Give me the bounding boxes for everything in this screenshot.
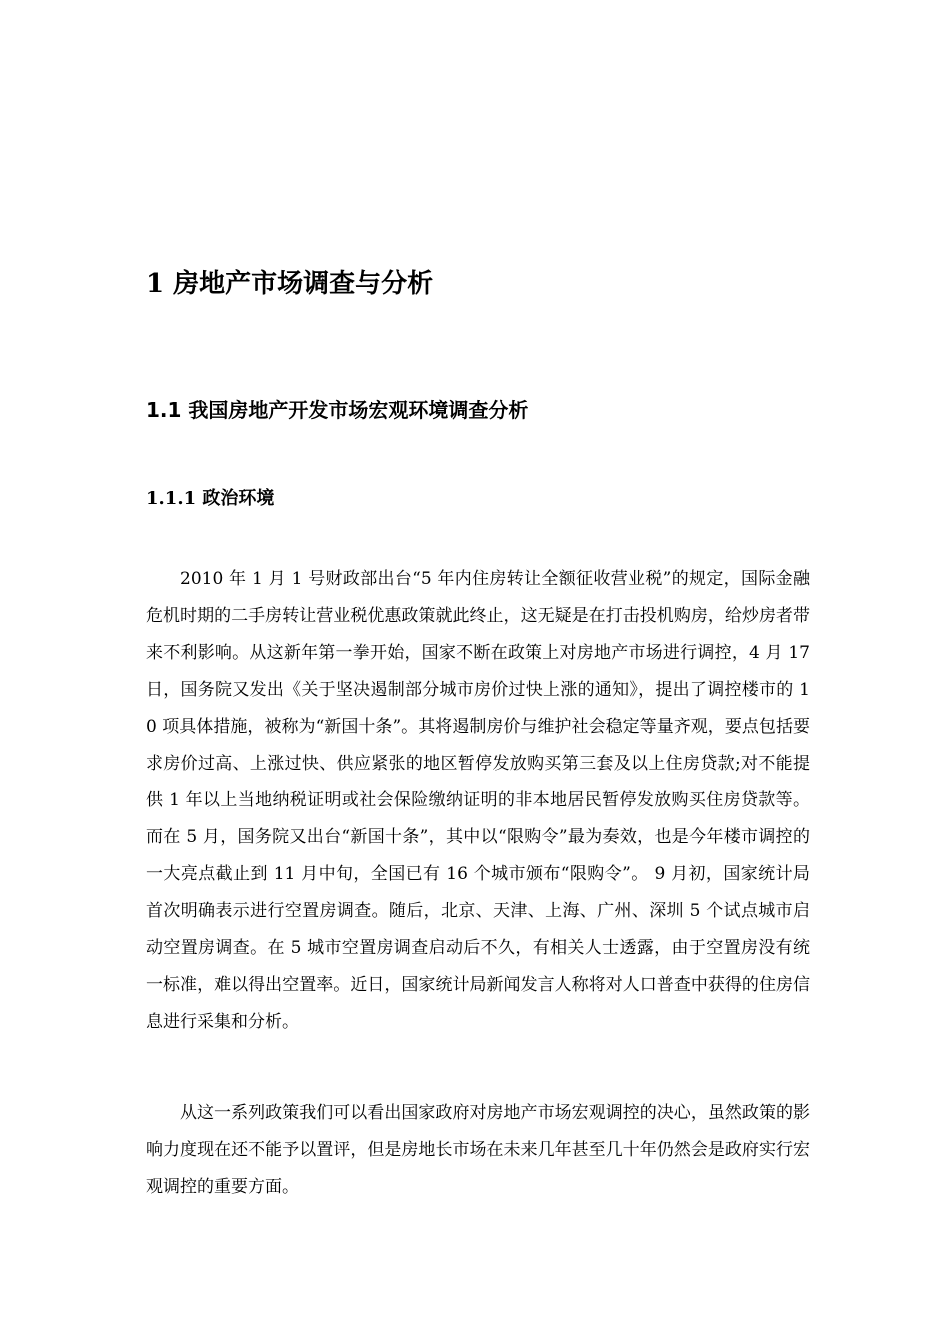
body-paragraph: 2010 年 1 月 1 号财政部出台“5 年内住房转让全额征收营业税”的规定，国际金融危机时期的二手房转让营业税优惠政策就此终止，这无疑是在打击投机购房，给炒房者带来不利影响。从这新年第一拳开始，国家不断在政策上对房地产市场进行调控，4 月 17 日，国务院又发出《关于坚决遏制部分城市房价过快上涨的通知》，提出了调控楼市的 10 项具体措施，被称为“新国十条”。其将遏制房价与维护社会稳定等量齐观，要点包括要求房价过高、上涨过快、供应紧张的地区暂停发放购买第三套及以上住房贷款;对不能提供 1 年以上当地纳税证明或社会保险缴纳证明的非本地居民暂停发放购买住房贷款等。 而在 5 月，国务院又出台“新国十条”，其中以“限购令”最为奏效，也是今年楼市调控的一大亮点截止到 11 月中旬，全国已有 16 个城市颁布“限购令”。 9 月初，国家统计局首次明确表示进行空置房调查。随后，北京、天津、上海、广州、深圳 5 个试点城市启动空置房调查。在 5 城市空置房调查启动后不久，有相关人士透露，由于空置房没有统一标准，难以得出空置率。近日，国家统计局新闻发言人称将对人口普查中获得的住房信息进行采集和分析。: [146, 569, 810, 1032]
chapter-heading: 1 房地产市场调查与分析: [146, 269, 434, 299]
section-heading: 1.1 我国房地产开发市场宏观环境调查分析: [146, 398, 529, 422]
body-paragraph: 从这一系列政策我们可以看出国家政府对房地产市场宏观调控的决心，虽然政策的影响力度现在还不能予以置评，但是房地长市场在未来几年甚至几十年仍然会是政府实行宏观调控的重要方面。: [146, 1103, 810, 1197]
subsection-heading: 1.1.1 政治环境: [146, 488, 275, 509]
